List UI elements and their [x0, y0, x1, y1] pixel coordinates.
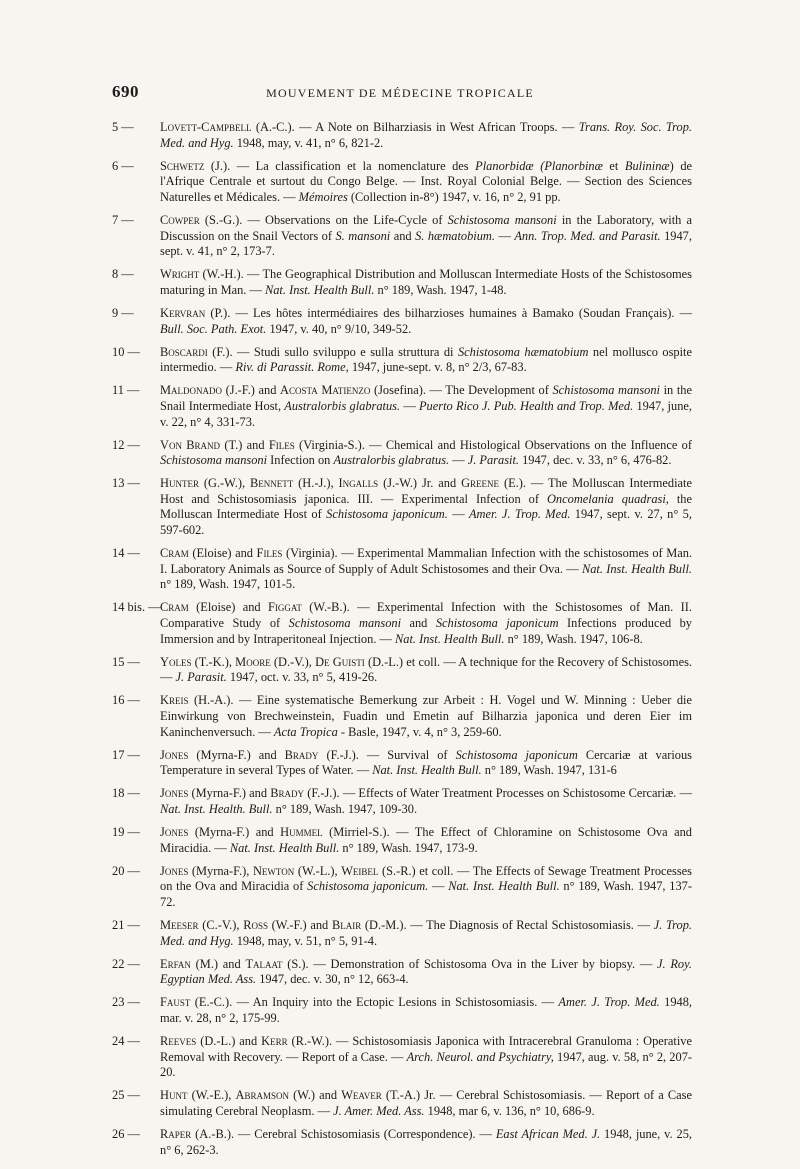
reference-text: 1947, v. 40, n° 9/10, 349-52.: [266, 321, 412, 336]
italic-title: Nat. Inst. Health Bull.: [372, 763, 482, 778]
author-name: Kerr: [261, 1034, 288, 1049]
reference-text: (Virginia). — Experimental Mammalian Infection with the schistosomes of Man. I. Laboratory Animals as Source of Supply of Adult Schistosomes and their Ova. —: [160, 546, 693, 576]
author-name: Maldonado: [160, 383, 223, 398]
reference-text: n° 189, Wash. 1947, 101-5.: [160, 577, 296, 592]
reference-number: 14 bis. —: [112, 600, 161, 615]
reference-entry: [112, 655, 692, 686]
author-name: Meeser: [160, 918, 199, 933]
italic-title: Bulininæ: [624, 158, 670, 173]
italic-title: Schistosoma mansoni: [447, 212, 557, 227]
reference-entry: [112, 1088, 692, 1119]
reference-text: (Mirriel-S.). — The Effect of Chloramine on Schistosome Ova and Miracidia. —: [160, 825, 692, 855]
italic-title: Bull. Soc. Path. Exot.: [160, 321, 267, 336]
reference-text: 1947, june-sept. v. 8, n° 2/3, 67-83.: [348, 360, 527, 375]
reference-text: —: [428, 879, 449, 894]
reference-text: Cercariæ at various Temperature in several Types of Water. —: [160, 747, 693, 778]
reference-entry: [112, 600, 692, 647]
reference-number: 23 —: [112, 995, 140, 1010]
reference-text: (S.-R.) et coll. — The Effects of Sewage Treatment Processes on the Ova and Miracidia of: [160, 863, 692, 894]
author-name: Kervran: [160, 305, 206, 320]
author-name: Cowper: [160, 212, 200, 227]
reference-text: (W.-F.) and: [267, 918, 332, 933]
reference-text: (Myrna-F.),: [188, 863, 253, 878]
reference-text: —: [449, 453, 468, 468]
reference-text: (T.-K.),: [191, 654, 236, 669]
author-name: Files: [268, 437, 295, 452]
reference-number: 14 —: [112, 546, 140, 561]
reference-number: 20 —: [112, 863, 140, 878]
reference-text: (H.-J.),: [293, 476, 339, 491]
italic-title: Riv. di Parassit. Rome,: [235, 360, 349, 375]
reference-entry: [112, 748, 692, 779]
reference-entry: [112, 159, 692, 206]
reference-text: (W.) and: [289, 1088, 342, 1103]
reference-text: 1948, june, v. 25, n° 6, 262-3.: [160, 1127, 692, 1157]
reference-text: —: [400, 398, 419, 413]
author-name: Faust: [160, 995, 191, 1010]
italic-title: Schistosoma japonicum: [455, 747, 578, 762]
reference-text: (M.) and: [190, 956, 246, 971]
italic-title: J. Parasit.: [467, 453, 519, 468]
reference-text: 1947, dec. v. 30, n° 12, 663-4.: [256, 972, 409, 987]
reference-text: (H.-A.). — Eine systematische Bemerkung zur Arbeit : H. Vogel und W. Minning : Ueber die Einwirkung von Brechweinstein, Fuadin und Emetin auf Bilharzia japonica und deren Eier im Kaninchenversuch. —: [160, 693, 692, 739]
reference-text: (C.-V.),: [198, 918, 244, 933]
reference-text: n° 189, Wash. 1947, 109-30.: [272, 801, 418, 816]
reference-number: 22 —: [112, 956, 140, 971]
reference-text: (T.) and: [220, 437, 269, 452]
italic-title: J. Parasit.: [175, 670, 227, 685]
reference-text: 1947, sept. v. 27, n° 5, 597-602.: [160, 507, 692, 538]
italic-title: S. mansoni: [335, 228, 391, 243]
reference-text: (F.). — Studi sullo sviluppo e sulla struttura di: [207, 344, 458, 359]
italic-title: Schistosoma hæmatobium: [457, 344, 589, 359]
reference-text: 1948, mar 6, v. 136, n° 10, 686-9.: [424, 1103, 595, 1118]
reference-text: in the Laboratory, with a Discussion on the Snail Vectors of: [160, 212, 692, 243]
author-name: Yoles: [160, 654, 192, 669]
author-name: Blair: [331, 918, 362, 933]
reference-text: nel mollusco ospite intermedio. —: [160, 344, 692, 375]
italic-title: Schistosoma mansoni: [552, 383, 661, 398]
reference-text: n° 189, Wash. 1947, 137-72.: [160, 879, 692, 909]
reference-number: 10 —: [112, 344, 140, 359]
author-name: Jones: [160, 786, 189, 801]
italic-title: Oncomelania quadrasi,: [546, 491, 669, 506]
reference-text: - Basle, 1947, v. 4, n° 3, 259-60.: [337, 724, 502, 739]
italic-title: East African Med. J.: [495, 1127, 601, 1142]
reference-entry: [112, 786, 692, 817]
reference-text: (Myrna-F.) and: [188, 825, 281, 840]
reference-text: (R.-W.). — Schistosomiasis Japonica with Intracerebral Granuloma : Operative Removal with Recovery. — Report of a Case. —: [160, 1034, 692, 1064]
reference-entry: [112, 546, 692, 593]
reference-text: (J.). — La classification et la nomenclature des: [204, 158, 476, 173]
author-name: Greene: [461, 476, 500, 491]
author-name: Boscardi: [160, 344, 208, 359]
reference-number: 15 —: [112, 654, 140, 669]
reference-text: in the Snail Intermediate Host,: [160, 383, 692, 413]
author-name: Jones: [160, 825, 189, 840]
reference-number: 9 —: [112, 305, 134, 320]
italic-title: Nat. Inst. Health Bull.: [448, 879, 560, 894]
italic-title: J. Roy. Egyptian Med. Ass.: [160, 956, 692, 987]
reference-text: 1948, may, v. 41, n° 6, 821-2.: [233, 135, 384, 150]
reference-text: (W.-H.). — The Geographical Distribution and Molluscan Intermediate Hosts of the Schistosomes maturing in Man. —: [160, 267, 692, 297]
reference-entry: [112, 918, 692, 949]
italic-title: Nat. Inst. Health. Bull.: [160, 801, 273, 816]
author-name: Reeves: [160, 1034, 197, 1049]
author-name: Von Brand: [160, 437, 221, 452]
author-name: Lovett-Campbell: [160, 120, 252, 134]
italic-title: Mémoires: [298, 189, 348, 204]
reference-text: n° 189, Wash. 1947, 106-8.: [504, 631, 643, 646]
reference-text: (S.). — Demonstration of Schistosoma Ova in the Liver by biopsy. —: [282, 956, 657, 971]
author-name: Weibel: [341, 863, 379, 878]
reference-list: [112, 120, 692, 1166]
reference-entry: [112, 438, 692, 469]
reference-text: (Eloise) and: [188, 600, 268, 615]
author-name: Hummel: [280, 825, 323, 840]
reference-text: and: [401, 616, 436, 631]
reference-text: (S.-G.). — Observations on the Life-Cycle of: [199, 212, 448, 227]
author-name: Weaver: [341, 1088, 382, 1103]
author-name: Figgat: [268, 600, 302, 615]
reference-entry: [112, 120, 692, 151]
italic-title: Schistosoma mansoni: [288, 616, 402, 631]
reference-text: (Virginia-S.). — Chemical and Histological Observations on the Influence of: [294, 437, 693, 452]
reference-text: n° 189, Wash. 1947, 131-6: [481, 763, 617, 778]
italic-title: Nat. Inst. Health Bull.: [264, 282, 375, 297]
author-name: Hunt: [160, 1088, 188, 1103]
italic-title: Nat. Inst. Health Bull.: [395, 631, 505, 646]
reference-text: 1947, oct. v. 33, n° 5, 419-26.: [226, 670, 378, 685]
author-name: Hunter: [160, 476, 199, 491]
reference-text: n° 189, Wash. 1947, 173-9.: [339, 840, 478, 855]
author-name: Cram: [160, 546, 189, 561]
reference-text: (A.-C.). — A Note on Bilharziasis in West African Troops. —: [251, 120, 579, 134]
reference-entry: [112, 383, 692, 430]
italic-title: J. Amer. Med. Ass.: [333, 1103, 425, 1118]
reference-number: 21 —: [112, 918, 140, 933]
reference-text: (D.-L.) et coll. — A technique for the Recovery of Schistosomes. —: [160, 654, 692, 685]
reference-text: (A.-B.). — Cerebral Schistosomiasis (Correspondence). —: [191, 1127, 496, 1142]
reference-text: (Myrna-F.) and: [188, 747, 285, 762]
reference-number: 12 —: [112, 437, 140, 452]
reference-text: —: [494, 228, 515, 243]
reference-entry: [112, 1127, 692, 1158]
reference-text: (Josefina). — The Development of: [370, 383, 553, 398]
author-name: Raper: [160, 1127, 192, 1142]
reference-entry: [112, 825, 692, 856]
reference-entry: [112, 476, 692, 538]
italic-title: J. Trop. Med. and Hyg.: [160, 918, 692, 948]
reference-text: (J.-W.) Jr. and: [378, 476, 462, 491]
reference-text: (T.-A.) Jr. — Cerebral Schistosomiasis. — Report of a Case simulating Cerebral Neoplasm. —: [160, 1088, 693, 1118]
page-number: 690: [112, 82, 139, 101]
author-name: Acosta Matienzo: [280, 383, 371, 398]
reference-number: 26 —: [112, 1127, 140, 1142]
reference-text: 1947, aug. v. 58, n° 2, 207-20.: [160, 1049, 693, 1080]
reference-number: 7 —: [112, 212, 134, 227]
reference-number: 19 —: [112, 825, 140, 840]
reference-number: 17 —: [112, 747, 140, 762]
author-name: Brady: [284, 747, 319, 762]
author-name: Moore: [235, 654, 271, 669]
reference-entry: [112, 1034, 692, 1081]
reference-entry: [112, 995, 692, 1026]
italic-title: S. hæmatobium.: [415, 228, 495, 243]
italic-title: Schistosoma japonicum.: [307, 879, 429, 894]
italic-title: Amer. J. Trop. Med.: [468, 507, 571, 522]
reference-number: 5 —: [112, 120, 134, 134]
reference-number: 6 —: [112, 158, 134, 173]
reference-number: 25 —: [112, 1088, 140, 1103]
italic-title: Puerto Rico J. Pub. Health and Trop. Med.: [418, 398, 634, 413]
reference-entry: [112, 213, 692, 260]
author-name: Kreis: [160, 693, 189, 708]
reference-number: 8 —: [112, 267, 134, 282]
reference-text: (F.-J.). — Survival of: [318, 747, 456, 762]
italic-title: Ann. Trop. Med. and Parasit.: [514, 228, 661, 243]
author-name: Files: [256, 546, 283, 561]
reference-number: 18 —: [112, 786, 140, 801]
author-name: Ross: [243, 918, 268, 933]
italic-title: Arch. Neurol. and Psychiatry,: [406, 1049, 554, 1064]
author-name: Talaat: [245, 956, 283, 971]
reference-text: Infections produced by Immersion and by Intraperitoneal Injection. —: [160, 616, 692, 646]
author-name: Ingalls: [338, 476, 379, 491]
author-name: Wright: [160, 267, 200, 282]
italic-title: Acta Tropica: [273, 724, 338, 739]
italic-title: Schistosoma mansoni: [160, 453, 268, 468]
running-head: MOUVEMENT DE MÉDECINE TROPICALE: [266, 86, 534, 100]
reference-text: (W.-L.),: [294, 863, 342, 878]
reference-text: et: [602, 158, 625, 173]
reference-text: (Eloise) and: [188, 546, 257, 561]
reference-text: 1947, sept. v. 41, n° 2, 173-7.: [160, 228, 692, 259]
author-name: Newton: [252, 863, 295, 878]
italic-title: Planorbidæ (Planorbinæ: [475, 158, 603, 173]
author-name: Bennett: [249, 476, 294, 491]
author-name: Brady: [270, 786, 305, 801]
reference-text: 1947, dec. v. 33, n° 6, 476-82.: [519, 453, 672, 468]
reference-number: 24 —: [112, 1034, 140, 1049]
reference-entry: [112, 306, 692, 337]
reference-entry: [112, 864, 692, 911]
reference-text: (Myrna-F.) and: [188, 786, 271, 801]
reference-text: (E.). — The Molluscan Intermediate Host and Schistosomiasis japonica. III. — Experimental Infection of: [160, 476, 692, 506]
italic-title: Nat. Inst. Health Bull.: [581, 561, 692, 576]
reference-text: ) de l'Afrique Centrale et surtout du Congo Belge. — Inst. Royal Colonial Belge. — Section des Sciences Naturelles et Médicales. —: [160, 158, 693, 204]
reference-entry: [112, 345, 692, 376]
reference-text: (P.). — Les hôtes intermédiaires des bilharzioses humaines à Bamako (Soudan Français). —: [205, 305, 692, 320]
reference-text: (Collection in-8°) 1947, v. 16, n° 2, 91 pp.: [347, 189, 561, 204]
reference-text: Infection on: [267, 453, 334, 468]
reference-text: (D.-L.) and: [196, 1034, 262, 1049]
reference-text: 1948, may, v. 51, n° 5, 91-4.: [233, 933, 378, 948]
reference-text: (F.-J.). — Effects of Water Treatment Processes on Schistosome Cercariæ. —: [304, 786, 692, 801]
italic-title: Australorbis glabratus.: [333, 453, 450, 468]
author-name: Abramson: [235, 1088, 289, 1103]
reference-text: 1948, mar. v. 28, n° 2, 175-99.: [160, 995, 692, 1025]
italic-title: Schistosoma japonicum: [435, 616, 559, 631]
reference-text: —: [447, 507, 469, 522]
italic-title: Amer. J. Trop. Med.: [558, 995, 660, 1010]
author-name: Jones: [160, 747, 189, 762]
author-name: Cram: [160, 600, 189, 615]
reference-text: 1947, june, v. 22, n° 4, 331-73.: [160, 398, 692, 429]
italic-title: Nat. Inst. Health Bull.: [229, 840, 340, 855]
reference-entry: [112, 693, 692, 740]
reference-text: (J.-F.) and: [222, 383, 281, 398]
italic-title: Australorbis glabratus.: [284, 398, 401, 413]
reference-entry: [112, 957, 692, 988]
reference-number: 13 —: [112, 476, 140, 491]
reference-text: (G.-W.),: [198, 476, 250, 491]
reference-text: (W.-E.),: [187, 1088, 236, 1103]
reference-text: the Molluscan Intermediate Host of: [160, 491, 693, 522]
reference-text: (E.-C.). — An Inquiry into the Ectopic Lesions in Schistosomiasis. —: [190, 995, 559, 1010]
italic-title: Trans. Roy. Soc. Trop. Med. and Hyg.: [160, 120, 692, 150]
author-name: Erfan: [160, 956, 191, 971]
author-name: De Guisti: [315, 654, 365, 669]
reference-number: 16 —: [112, 693, 140, 708]
reference-text: and: [390, 228, 416, 243]
reference-text: (D.-V.),: [270, 654, 316, 669]
author-name: Jones: [160, 863, 189, 878]
reference-text: (W.-B.). — Experimental Infection with the Schistosomes of Man. II. Comparative Study of: [160, 600, 692, 631]
reference-number: 11 —: [112, 383, 140, 398]
italic-title: Schistosoma japonicum.: [326, 507, 448, 522]
reference-text: n° 189, Wash. 1947, 1-48.: [374, 282, 507, 297]
reference-entry: [112, 267, 692, 298]
author-name: Schwetz: [160, 158, 205, 173]
reference-text: (D.-M.). — The Diagnosis of Rectal Schistosomiasis. —: [361, 918, 654, 933]
